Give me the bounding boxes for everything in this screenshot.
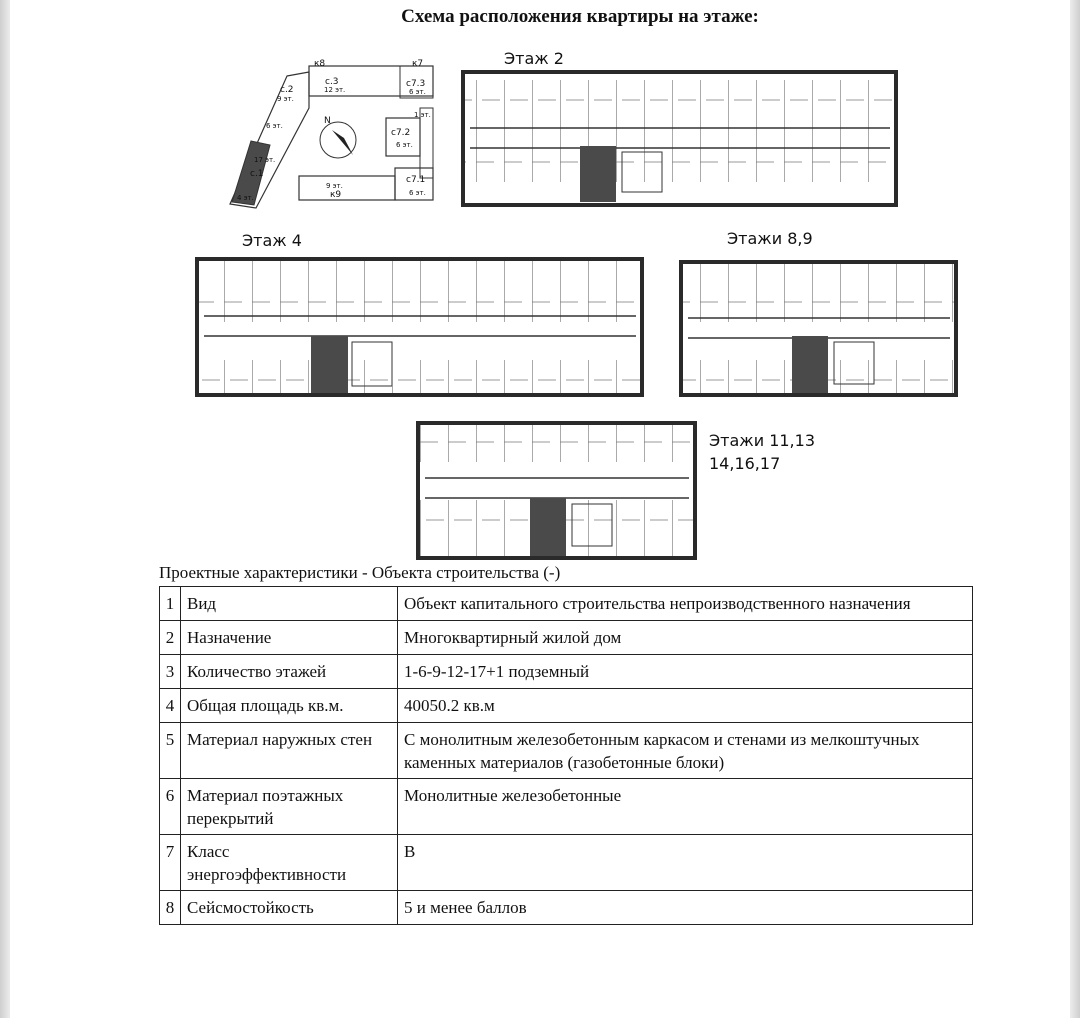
- floor-plan-2: [463, 49, 896, 205]
- row-name: Общая площадь кв.м.: [181, 689, 398, 723]
- floor-plan-label: Этажи 11,13: [709, 431, 815, 450]
- site-section-floors: 9 эт.: [277, 95, 294, 103]
- floor-plan-label: 14,16,17: [709, 454, 781, 473]
- row-name: Сейсмостойкость: [181, 891, 398, 925]
- row-value: 5 и менее баллов: [398, 891, 973, 925]
- row-number: 8: [160, 891, 181, 925]
- properties-table: [159, 586, 973, 925]
- row-number: 1: [160, 587, 181, 621]
- row-number: 4: [160, 689, 181, 723]
- site-section-floors: 6 эт.: [409, 88, 426, 96]
- table-row: [160, 655, 973, 689]
- row-name: Материал поэтажных перекрытий: [181, 779, 398, 835]
- table-row: [160, 835, 973, 891]
- row-value: В: [398, 835, 973, 891]
- document-title: Схема расположения квартиры на этаже:: [401, 6, 759, 27]
- site-section-label: с7.2: [391, 128, 411, 138]
- table-row: [160, 723, 973, 779]
- row-name: Количество этажей: [181, 655, 398, 689]
- table-row: [160, 891, 973, 925]
- floor-plan-label: Этаж 4: [242, 231, 302, 250]
- row-name: Класс энергоэффективности: [181, 835, 398, 891]
- row-value: 40050.2 кв.м: [398, 689, 973, 723]
- site-section-label: с.1: [250, 169, 264, 179]
- table-caption: Проектные характеристики - Объекта строительства (-): [159, 563, 561, 582]
- table-row: [160, 689, 973, 723]
- site-section-label: с.2: [280, 85, 294, 95]
- table-row: [160, 621, 973, 655]
- row-name: Вид: [181, 587, 398, 621]
- row-value: С монолитным железобетонным каркасом и стенами из мелкоштучных каменных материалов (газобетонные блоки): [398, 723, 973, 779]
- site-section-floors: 17 эт.: [254, 156, 276, 164]
- site-corner-label: к7: [412, 59, 424, 69]
- site-plan: [230, 59, 433, 208]
- site-section-label: с7.1: [406, 175, 426, 185]
- floor-plan-label: Этажи 8,9: [727, 229, 813, 248]
- apartment-highlight: [311, 336, 348, 393]
- apartment-highlight: [530, 498, 566, 556]
- site-section-floors: 6 эт.: [409, 189, 426, 197]
- row-number: 6: [160, 779, 181, 835]
- apartment-highlight: [792, 336, 828, 393]
- row-value: Монолитные железобетонные: [398, 779, 973, 835]
- floor-plan-11-17: [418, 423, 815, 558]
- row-number: 3: [160, 655, 181, 689]
- site-section-floors: 12 эт.: [324, 86, 346, 94]
- row-value: 1-6-9-12-17+1 подземный: [398, 655, 973, 689]
- row-number: 2: [160, 621, 181, 655]
- site-corner-label: к9: [330, 190, 342, 200]
- site-section-floors: 6 эт.: [396, 141, 413, 149]
- row-name: Материал наружных стен: [181, 723, 398, 779]
- north-label: N: [324, 116, 331, 126]
- site-misc-label: 9 эт.: [326, 182, 343, 190]
- row-value: Многоквартирный жилой дом: [398, 621, 973, 655]
- floor-plan-label: Этаж 2: [504, 49, 564, 68]
- row-number: 5: [160, 723, 181, 779]
- row-value: Объект капитального строительства непроизводственного назначения: [398, 587, 973, 621]
- site-misc-label: 4 эт.: [237, 194, 254, 202]
- row-name: Назначение: [181, 621, 398, 655]
- table-row: [160, 779, 973, 835]
- site-misc-label: 6 эт.: [266, 122, 283, 130]
- floor-plan-8-9: [681, 229, 956, 395]
- site-corner-label: к8: [314, 59, 326, 69]
- site-section-label: с7.3: [406, 79, 426, 89]
- site-section-label: с.3: [325, 77, 339, 87]
- site-misc-label: 1 эт.: [414, 111, 431, 119]
- floor-plan-4: [197, 231, 642, 395]
- row-number: 7: [160, 835, 181, 891]
- apartment-highlight: [580, 146, 616, 202]
- table-row: [160, 587, 973, 621]
